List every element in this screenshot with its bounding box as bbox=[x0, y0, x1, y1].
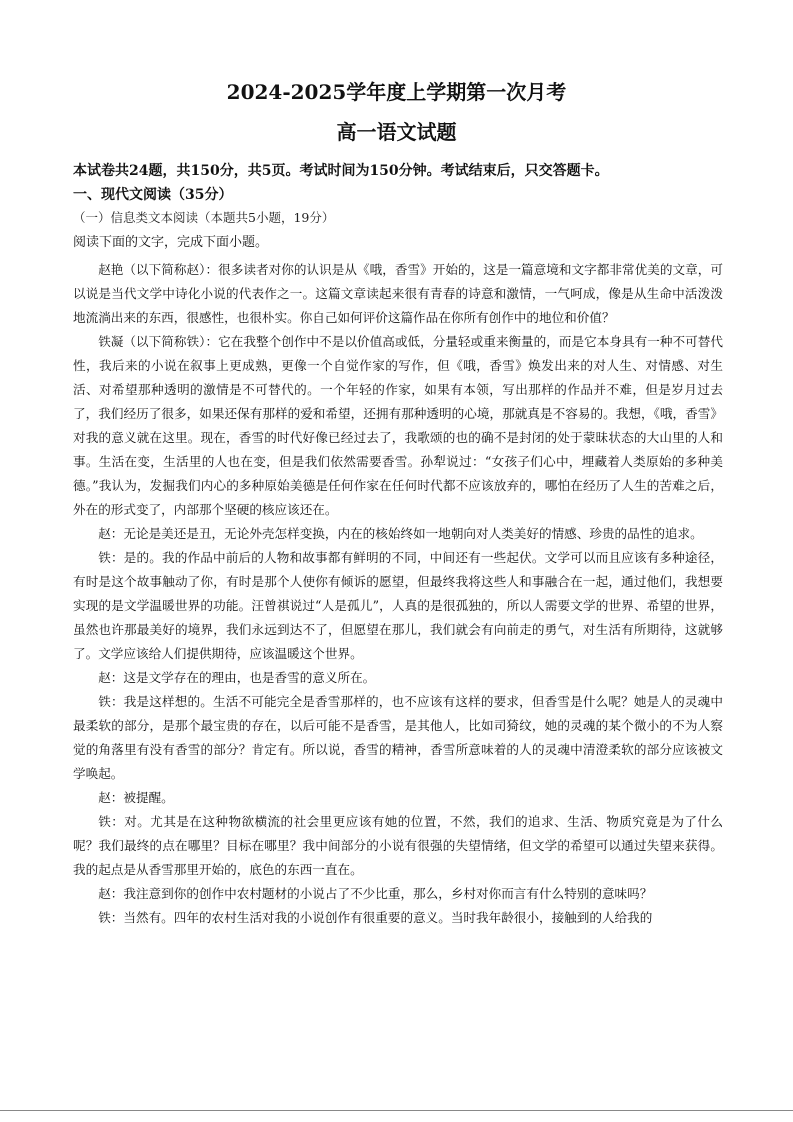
exam-intro: 本试卷共24题，共150分，共5页。考试时间为150分钟。考试结束后，只交答题卡。 bbox=[73, 163, 609, 179]
paragraph: 铁：是的。我的作品中前后的人物和故事都有鲜明的不同，中间还有一些起伏。文学可以而且应该有多种途径，有时是这个故事触动了你，有时是那个人使你有倾诉的愿望，但最终我将这些人和事融合在一起，通过他们，我想要实现的是文学温暖世界的功能。汪曾祺说过“人是孤儿”，人真的是很孤独的，所以人需要文学的世界、希望的世界，虽然也许那最美好的境界，我们永远到达不了，但愿望在那儿，我们就会有向前走的勇气，对生活有所期待，这就够了。文学应该给人们提供期待，应该温暖这个世界。 bbox=[73, 550, 723, 661]
paragraph: 铁：对。尤其是在这种物欲横流的社会里更应该有她的位置，不然，我们的追求、生活、物质究竟是为了什么呢？我们最终的点在哪里？目标在哪里？我中间部分的小说有很强的失望情绪，但文学的希望可以通过失望来获得。我的起点是从香雪那里开始的，底色的东西一直在。 bbox=[73, 814, 723, 877]
paragraph: 赵艳（以下简称赵）：很多读者对你的认识是从《哦，香雪》开始的，这是一篇意境和文字都非常优美的文章，可以说是当代文学中诗化小说的代表作之一。这篇文章读起来很有青春的诗意和激情，一气呵成，像是从生命中活泼泼地流淌出来的东西，很感性，也很朴实。你自己如何评价这篇作品在你所有创作中的地位和价值？ bbox=[73, 262, 723, 325]
passage bbox=[73, 258, 723, 930]
page-bottom-rule bbox=[0, 1110, 793, 1111]
paragraph: 铁：我是这样想的。生活不可能完全是香雪那样的，也不应该有这样的要求，但香雪是什么呢？她是人的灵魂中最柔软的部分，是那个最宝贵的存在，以后可能不是香雪，是其他人，比如司猗纹，她的灵魂的某个微小的不为人察觉的角落里有没有香雪的部分？肯定有。所以说，香雪的精神，香雪所意味着的人的灵魂中清澄柔软的部分应该被文学唤起。 bbox=[73, 694, 723, 781]
paragraph: 赵：我注意到你的创作中农村题材的小说占了不少比重，那么，乡村对你而言有什么特别的意味吗？ bbox=[98, 886, 653, 901]
section-heading: 一、现代文阅读（35分） bbox=[73, 187, 233, 203]
paragraph: 铁：当然有。四年的农村生活对我的小说创作有很重要的意义。当时我年龄很小，接触到的人给我的 bbox=[98, 910, 653, 925]
paragraph: 赵：这是文学存在的理由，也是香雪的意义所在。 bbox=[98, 670, 376, 685]
exam-subtitle: 高一语文试题 bbox=[336, 120, 457, 144]
paragraph: 铁凝（以下简称铁）：它在我整个创作中不是以价值高或低，分量轻或重来衡量的，而是它本身具有一种不可替代性，我后来的小说在叙事上更成熟，更像一个自觉作家的写作，但《哦，香雪》焕发出来的对人生、对情感、对生活、对希望那种透明的激情是不可替代的。一个年轻的作家，如果有本领，写出那样的作品并不难，但是岁月过去了，我们经历了很多，如果还保有那样的爱和希望，还拥有那种透明的心境，那就真是不容易的。我想，《哦，香雪》对我的意义就在这里。现在，香雪的时代好像已经过去了，我歌颂的也的确不是封闭的处于蒙昧状态的大山里的人和事。生活在变，生活里的人也在变，但是我们依然需要香雪。孙犁说过：“女孩子们心中，埋藏着人类原始的多种美德。”我认为，发掘我们内心的多种原始美德是任何作家在任何时代都不应该放弃的，哪怕在经历了人生的苦难之后，外在的形式变了，内部那个坚硬的核应该还在。 bbox=[73, 334, 723, 517]
paragraph: 赵：无论是美还是丑，无论外壳怎样变换，内在的核始终如一地朝向对人类美好的情感、珍贵的品性的追求。 bbox=[98, 526, 703, 541]
paragraph: 赵：被提醒。 bbox=[98, 790, 174, 805]
exam-title: 2024-2025学年度上学期第一次月考 bbox=[226, 80, 567, 104]
subsection-heading: （一）信息类文本阅读（本题共5小题，19分） bbox=[73, 210, 335, 225]
reading-instruction: 阅读下面的文字，完成下面小题。 bbox=[73, 235, 269, 250]
